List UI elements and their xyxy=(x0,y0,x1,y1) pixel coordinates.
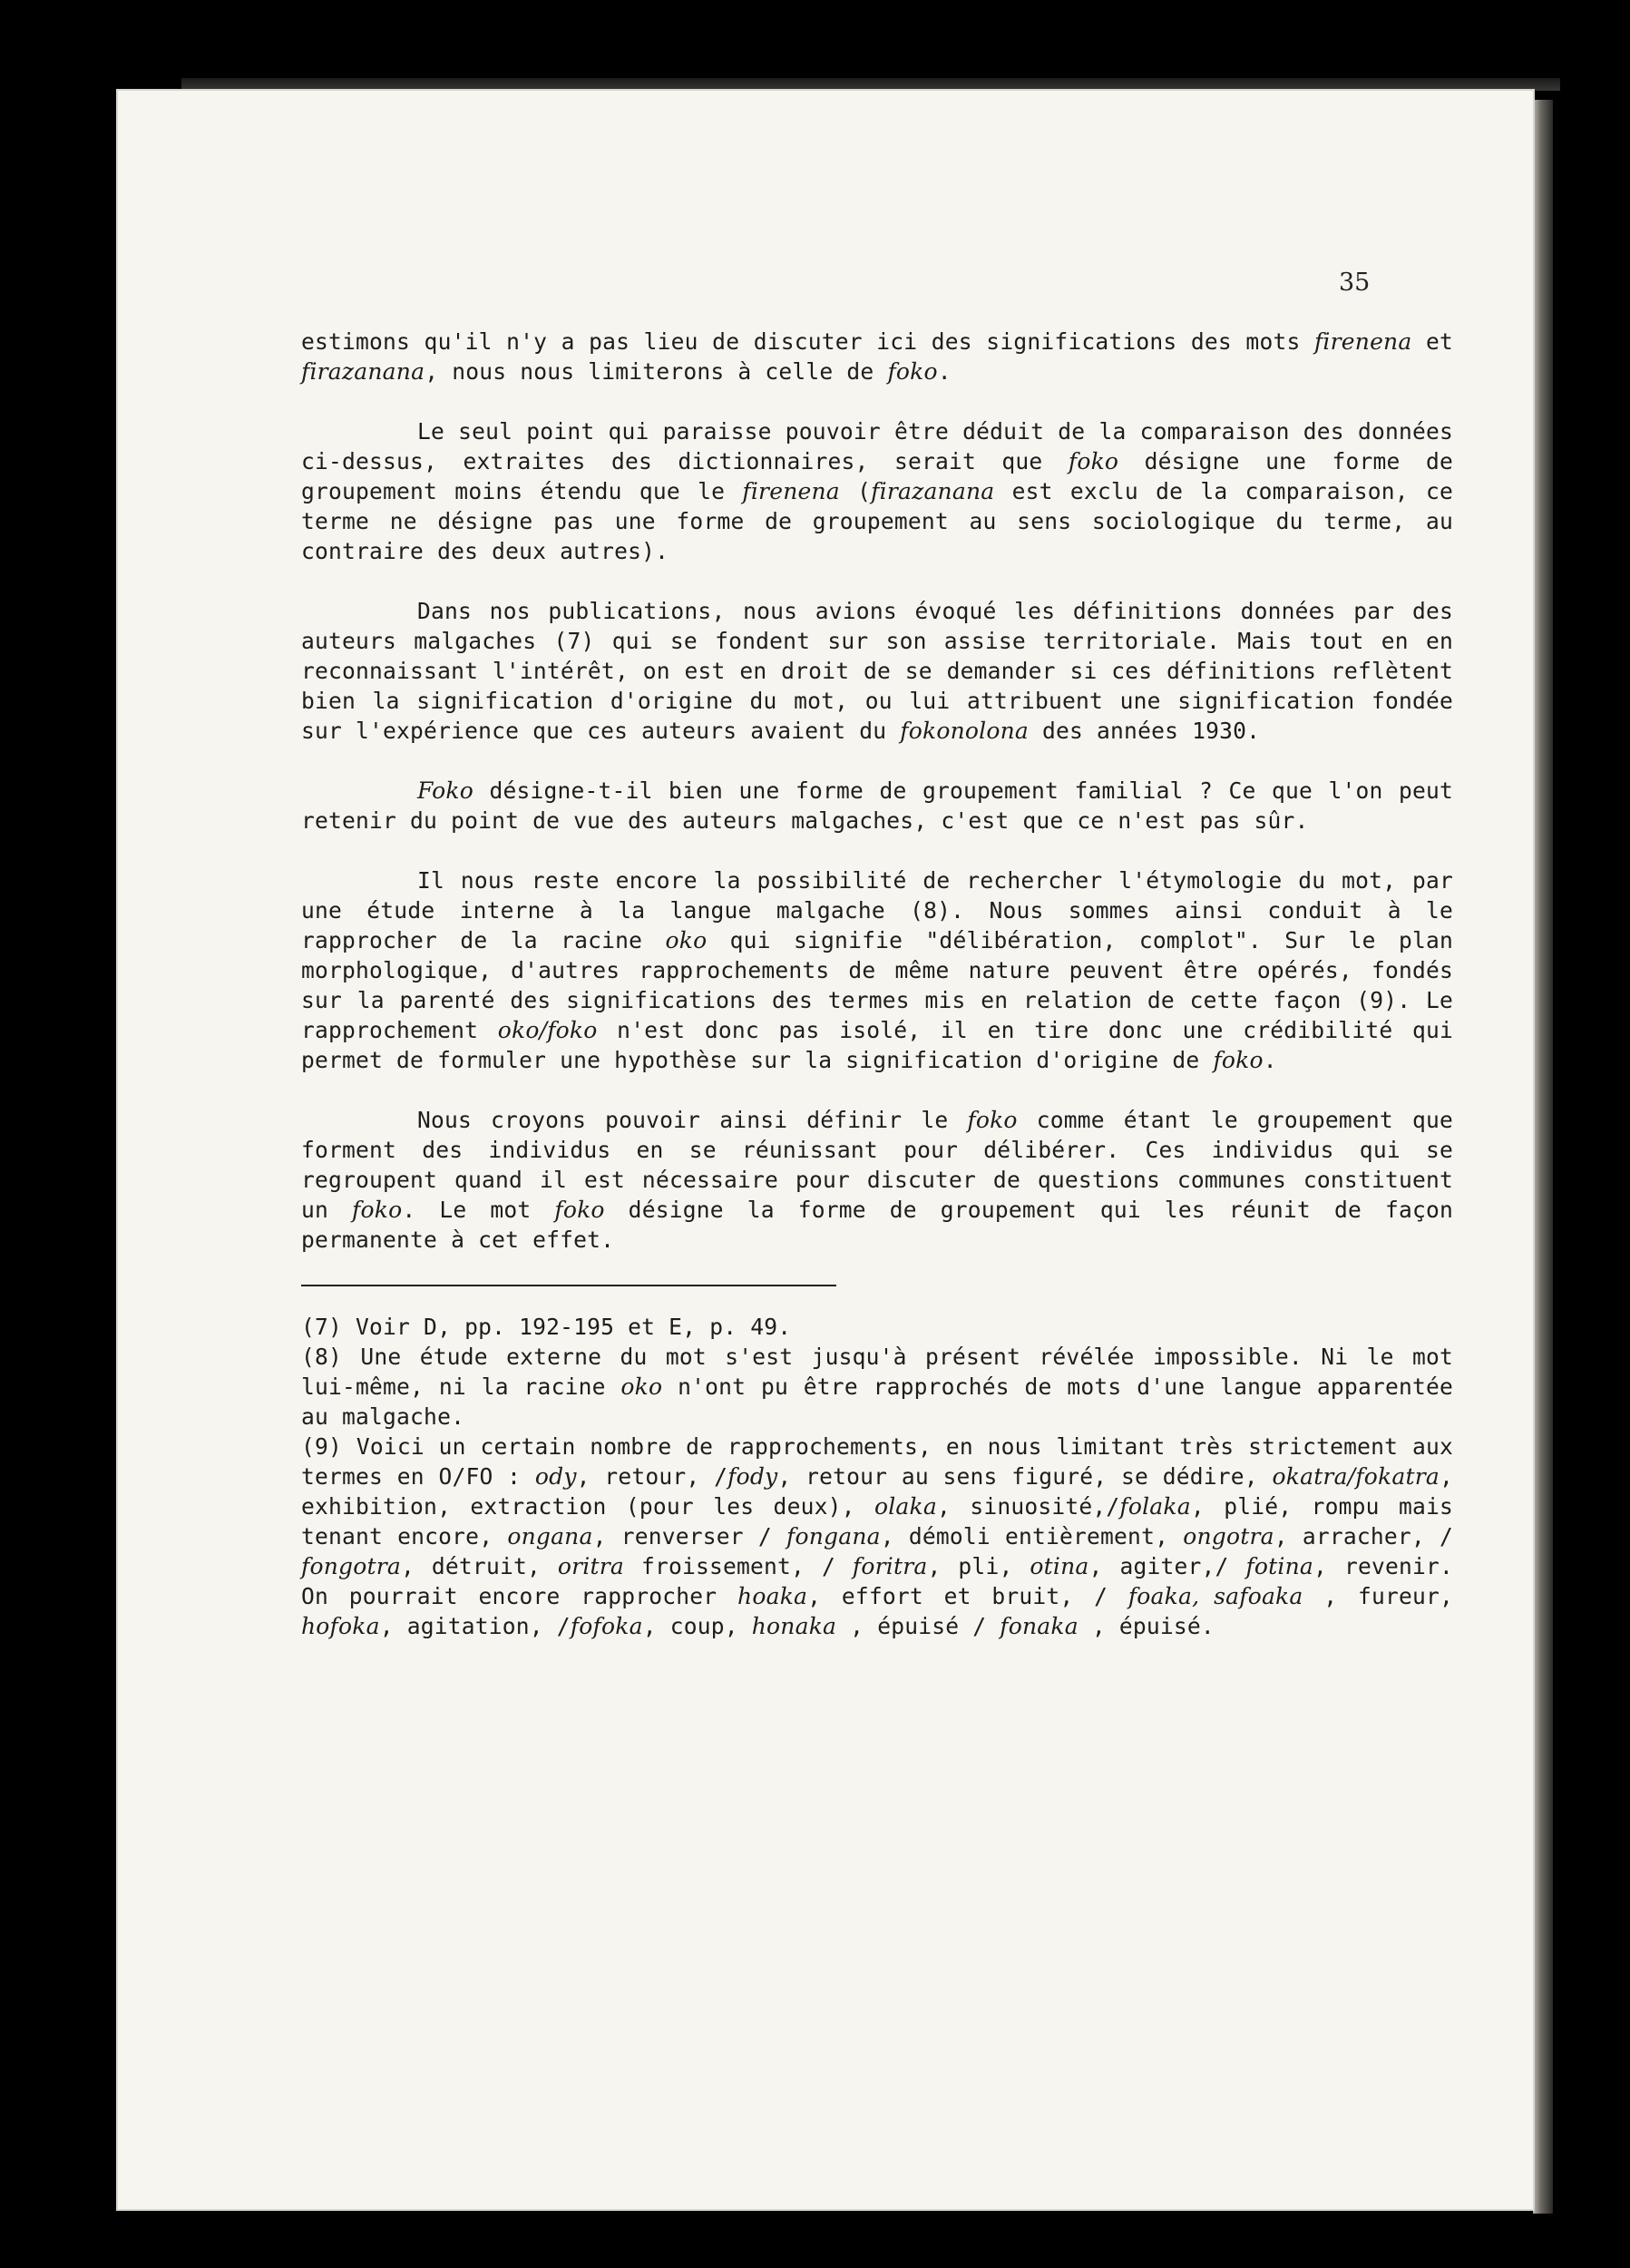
text-run: est exclu de la comparaison, ce terme ne désigne pas une forme de groupement au sens sociologique du terme, au contraire des deux autres). xyxy=(301,478,1454,564)
text-run: , fureur, xyxy=(1303,1583,1453,1609)
paragraph-p2 xyxy=(301,416,1453,566)
italic-term: oko xyxy=(620,1374,663,1400)
page-number: 35 xyxy=(1339,269,1371,297)
text-run: , exhibition, extraction (pour les deux), xyxy=(301,1463,1453,1520)
italic-term: oritra xyxy=(557,1553,625,1579)
italic-term: fongana xyxy=(786,1523,881,1549)
text-run: Le seul point qui paraisse pouvoir être déduit de la comparaison des données ci-dessus, extraites des dictionnaires, serait que xyxy=(301,418,1453,474)
italic-term: oko/foko xyxy=(497,1017,598,1043)
italic-term: ongana xyxy=(507,1523,593,1549)
footnote-n7 xyxy=(301,1312,1453,1342)
book-page-edge xyxy=(1533,100,1553,2214)
italic-term: oko xyxy=(665,927,708,953)
text-run: et xyxy=(1411,328,1453,355)
text-run: , démoli entièrement, xyxy=(880,1523,1184,1549)
italic-term: foko xyxy=(352,1197,403,1223)
text-run: , pli, xyxy=(927,1553,1030,1579)
italic-term: foko xyxy=(967,1107,1018,1133)
text-run: n'est donc pas isolé, il en tire donc une crédibilité qui permet de formuler une hypothèse sur la signification d'origine de xyxy=(301,1017,1454,1073)
italic-term: ody xyxy=(534,1463,577,1490)
italic-term: fongotra xyxy=(301,1553,401,1579)
italic-term: firazanana xyxy=(301,358,425,385)
text-run: (7) Voir D, pp. 192-195 et E, p. 49. xyxy=(301,1314,792,1340)
text-run: qui signifie "délibération, complot". Sur le plan morphologique, d'autres rapprochements de même nature peuvent être opérés, fondés sur la parenté des significations des termes mis en relation de cette façon (9). Le rapprochement xyxy=(301,927,1453,1043)
text-run: désigne-t-il bien une forme de groupement familial ? Ce que l'on peut retenir du point de vue des auteurs malgaches, c'est que ce n'est pas sûr. xyxy=(301,777,1453,834)
italic-term: otina xyxy=(1030,1553,1089,1579)
italic-term: honaka xyxy=(751,1613,837,1639)
italic-term: foko xyxy=(1213,1047,1264,1073)
italic-term: Foko xyxy=(417,777,474,804)
text-run: , retour au sens figuré, se dédire, xyxy=(777,1463,1273,1490)
text-run: , détruit, xyxy=(400,1553,558,1579)
italic-term: foko xyxy=(887,358,938,385)
paragraph-p6 xyxy=(301,1105,1453,1255)
italic-term: firenena xyxy=(742,478,840,504)
text-run: , agitation, / xyxy=(379,1613,571,1639)
text-run: , plié, rompu mais tenant encore, xyxy=(301,1493,1454,1549)
paragraph-p1 xyxy=(301,327,1453,386)
text-run: . xyxy=(937,358,952,385)
text-run: . xyxy=(1263,1047,1277,1073)
text-run: , agiter,/ xyxy=(1088,1553,1246,1579)
text-run: ( xyxy=(839,478,872,504)
italic-term: ongotra xyxy=(1183,1523,1274,1549)
text-run: , renverser / xyxy=(592,1523,786,1549)
text-run: , revenir. On pourrait encore rapprocher xyxy=(301,1553,1453,1609)
text-run: Dans nos publications, nous avions évoqué les définitions données par des auteurs malgaches (7) qui se fondent sur son assise territoriale. Mais tout en en reconnaissant l'intérêt, on est en droit de se demander si ces définitions reflètent bien la signification d'origine du mot, ou lui attribuent une signification fondée sur l'expérience que ces auteurs avaient du xyxy=(301,598,1453,744)
text-run: désigne une forme de groupement moins étendu que le xyxy=(301,448,1454,504)
italic-term: foritra xyxy=(852,1553,928,1579)
italic-term: foaka, safoaka xyxy=(1127,1583,1303,1609)
footnotes xyxy=(301,1312,1453,1641)
paragraph-p3 xyxy=(301,596,1453,746)
text-run: , épuisé. xyxy=(1078,1613,1215,1639)
text-run: désigne la forme de groupement qui les réunit de façon permanente à cet effet. xyxy=(301,1197,1453,1253)
italic-term: fofoka xyxy=(570,1613,643,1639)
footnote-rule xyxy=(301,1285,836,1286)
text-run: (8) Une étude externe du mot s'est jusqu'à présent révélée impossible. Ni le mot lui-même, ni la racine xyxy=(301,1344,1453,1400)
italic-term: folaka xyxy=(1119,1493,1191,1520)
text-run: Nous croyons pouvoir ainsi définir le xyxy=(417,1107,968,1133)
italic-term: hoaka xyxy=(737,1583,808,1609)
text-run: , sinuosité,/ xyxy=(936,1493,1120,1520)
italic-term: foko xyxy=(1068,448,1119,474)
italic-term: olaka xyxy=(874,1493,937,1520)
paragraph-p4 xyxy=(301,776,1453,836)
footnote-n8 xyxy=(301,1342,1453,1432)
text-run: , épuisé / xyxy=(836,1613,1000,1639)
text-run: comme étant le groupement que forment des individus en se réunissant pour délibérer. Ces individus qui se regroupent quand il est nécessaire pour discuter de questions communes constituent un xyxy=(301,1107,1453,1223)
text-run: n'ont pu être rapprochés de mots d'une langue apparentée au malgache. xyxy=(301,1374,1453,1430)
text-run: des années 1930. xyxy=(1029,718,1261,744)
text-run: . Le mot xyxy=(402,1197,555,1223)
italic-term: okatra/fokatra xyxy=(1272,1463,1440,1490)
footnote-n9 xyxy=(301,1432,1453,1641)
italic-term: foko xyxy=(554,1197,605,1223)
italic-term: fonaka xyxy=(1000,1613,1079,1639)
text-run: (9) Voici un certain nombre de rapprochements, en nous limitant très strictement aux termes en O/FO : xyxy=(301,1433,1453,1490)
paragraph-p5 xyxy=(301,865,1453,1075)
italic-term: fokonolona xyxy=(900,718,1030,744)
book-top-edge xyxy=(181,78,1560,91)
text-run: , retour, / xyxy=(576,1463,728,1490)
text-run: Il nous reste encore la possibilité de rechercher l'étymologie du mot, par une étude interne à la langue malgache (8). Nous sommes ainsi conduit à le rapprocher de la racine xyxy=(301,867,1453,953)
text-run: estimons qu'il n'y a pas lieu de discuter ici des significations des mots xyxy=(301,328,1314,355)
text-run: , arracher, / xyxy=(1274,1523,1453,1549)
italic-term: fody xyxy=(727,1463,778,1490)
text-run: froissement, / xyxy=(624,1553,853,1579)
italic-term: hofoka xyxy=(301,1613,380,1639)
text-run: , nous nous limiterons à celle de xyxy=(425,358,888,385)
text-run: , effort et bruit, / xyxy=(807,1583,1128,1609)
italic-term: firazanana xyxy=(871,478,995,504)
italic-term: fotina xyxy=(1245,1553,1313,1579)
body-text xyxy=(301,327,1453,1255)
page-content xyxy=(301,327,1453,1641)
text-run: , coup, xyxy=(642,1613,752,1639)
italic-term: firenena xyxy=(1313,328,1412,355)
